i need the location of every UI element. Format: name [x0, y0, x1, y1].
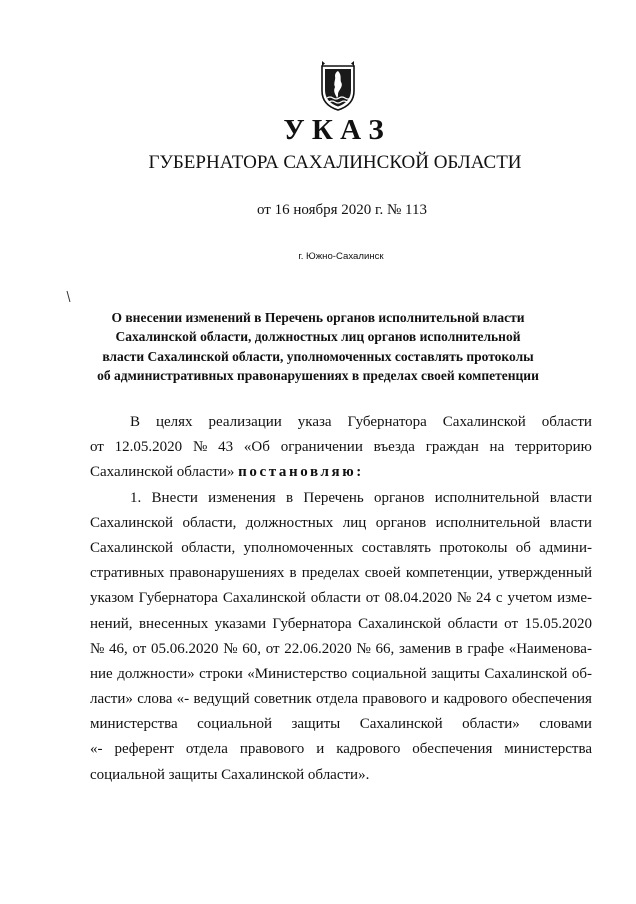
- word: изменения: [208, 489, 276, 506]
- word: социальной: [197, 716, 273, 733]
- word: реализации: [208, 414, 282, 430]
- word: должностных: [245, 514, 334, 531]
- word: социальной: [351, 665, 427, 682]
- word: Сахалинской: [90, 539, 174, 556]
- word: от: [90, 439, 104, 456]
- word: №: [90, 640, 105, 657]
- body-line: [90, 486, 592, 511]
- word: власти: [549, 514, 592, 531]
- word: составлять: [361, 539, 432, 556]
- word: Губернатора: [272, 615, 352, 632]
- decree-title: [0, 308, 636, 386]
- word: пределах: [301, 565, 360, 582]
- word: граждан: [425, 439, 479, 456]
- word: №: [456, 590, 472, 607]
- decree-body: [90, 410, 592, 788]
- word: «-: [176, 691, 190, 708]
- word: области: [447, 615, 498, 632]
- word: внесенных: [138, 615, 209, 632]
- word: на: [489, 439, 505, 456]
- word: Перечень: [303, 489, 364, 506]
- issuer-title: ГУБЕРНАТОРА САХАЛИНСКОЙ ОБЛАСТИ: [148, 152, 522, 173]
- word: стративных: [90, 565, 165, 582]
- word: «-: [90, 741, 103, 758]
- word: отдела: [315, 691, 359, 708]
- word: от: [504, 615, 519, 632]
- word: области: [310, 590, 361, 607]
- decree-title-line: Сахалинской области, должностных лиц органов исполнительной: [115, 329, 521, 345]
- word: Сахалинской: [442, 414, 526, 430]
- word: строки: [199, 665, 243, 682]
- body-line: социальной защиты Сахалинской области».: [90, 766, 370, 783]
- word: №: [192, 439, 208, 456]
- word: области: [541, 414, 592, 430]
- word: слова: [137, 691, 173, 708]
- word: указа: [297, 414, 332, 430]
- word: министерства: [90, 716, 178, 733]
- word: словами: [539, 716, 592, 733]
- body-line: [90, 511, 592, 536]
- word: с: [495, 590, 503, 607]
- word: Сахалинской: [222, 590, 306, 607]
- word: области»: [462, 716, 520, 733]
- word: указом: [90, 590, 134, 607]
- word: 1.: [130, 489, 142, 506]
- word: 46,: [109, 640, 128, 657]
- body-text-fragment: Сахалинской области»: [90, 464, 235, 481]
- word: ласти»: [90, 691, 133, 708]
- word: референт: [114, 741, 174, 758]
- word: «Министерство: [247, 665, 348, 682]
- word: области,: [181, 539, 236, 556]
- word: учетом: [507, 590, 553, 607]
- body-line: [90, 586, 592, 611]
- word: 43: [218, 439, 234, 456]
- word: 66,: [375, 640, 395, 657]
- word: «Наименова-: [508, 640, 592, 657]
- word: «Об: [243, 439, 270, 456]
- word: Сахалинской: [90, 514, 174, 531]
- body-line: [90, 435, 592, 460]
- word: от: [132, 640, 147, 657]
- word: обеспечения: [412, 741, 493, 758]
- word: 08.04.2020: [384, 590, 452, 607]
- word: власти: [549, 489, 592, 506]
- word: Внести: [151, 489, 198, 506]
- word: органов: [374, 489, 425, 506]
- city-name: г. Южно-Сахалинск: [298, 251, 384, 262]
- word: лиц: [342, 514, 367, 531]
- word: министерства: [504, 741, 592, 758]
- word: протоколы: [439, 539, 508, 556]
- word: от: [265, 640, 280, 657]
- word: исполнительной: [434, 489, 540, 506]
- body-line: [90, 737, 592, 762]
- body-line: [90, 712, 592, 737]
- word: правонарушениях: [169, 565, 285, 582]
- word: 24: [476, 590, 492, 607]
- decree-title-line: О внесении изменений в Перечень органов исполнительной власти: [111, 310, 525, 325]
- word: территорию: [515, 439, 592, 456]
- word: области,: [182, 514, 237, 531]
- word: 22.06.2020: [284, 640, 352, 657]
- word: Сахалинской: [484, 665, 568, 682]
- date-number: от 16 ноября 2020 г. № 113: [257, 202, 427, 218]
- word: въезда: [373, 439, 415, 456]
- word: №: [356, 640, 371, 657]
- word: защиты: [431, 665, 480, 682]
- word: кадрового: [443, 691, 508, 708]
- body-line: [90, 687, 592, 712]
- word: и: [316, 741, 325, 758]
- word: целях: [155, 414, 193, 430]
- word: указами: [214, 615, 266, 632]
- decree-title-line: об административных правонарушениях в пределах своей компетенции: [97, 368, 539, 384]
- word: отдела: [185, 741, 228, 758]
- document-type-title: У К А З: [283, 114, 384, 146]
- word: правового: [362, 691, 427, 708]
- word: №: [223, 640, 238, 657]
- word: 05.06.2020: [151, 640, 219, 657]
- word: нений,: [90, 615, 133, 632]
- body-line: [90, 561, 592, 586]
- word: утвержденный: [497, 565, 592, 582]
- word: от: [365, 590, 380, 607]
- scan-mark: [64, 290, 74, 304]
- word: В: [130, 414, 141, 430]
- word: советник: [253, 691, 312, 708]
- body-line: [90, 536, 592, 561]
- word: своей: [364, 565, 401, 582]
- decree-resolution-word: постановляю:: [238, 464, 364, 481]
- word: 15.05.2020: [524, 615, 592, 632]
- word: кадрового: [336, 741, 401, 758]
- word: обеспечения: [511, 691, 592, 708]
- coat-of-arms-icon: [318, 60, 358, 112]
- word: заменив: [398, 640, 451, 657]
- word: об-: [571, 665, 592, 682]
- word: Сахалинской: [358, 615, 442, 632]
- word: 60,: [242, 640, 261, 657]
- word: изме-: [557, 590, 592, 607]
- word: админи-: [539, 539, 592, 556]
- word: компетенции,: [405, 565, 493, 582]
- word: ограничении: [280, 439, 363, 456]
- word: Губернатора: [347, 414, 427, 430]
- word: в: [455, 640, 463, 657]
- word: в: [289, 565, 297, 582]
- word: должности»: [117, 665, 195, 682]
- word: Сахалинской: [359, 716, 443, 733]
- word: ние: [90, 665, 113, 682]
- word: защиты: [291, 716, 341, 733]
- word: 12.05.2020: [114, 439, 183, 456]
- body-line: [90, 460, 592, 485]
- word: уполномоченных: [243, 539, 354, 556]
- decree-title-line: власти Сахалинской области, уполномоченных составлять протоколы: [102, 348, 534, 364]
- word: правового: [239, 741, 305, 758]
- word: Губернатора: [138, 590, 218, 607]
- word: ведущий: [193, 691, 250, 708]
- body-line: [90, 637, 592, 662]
- body-line: [90, 662, 592, 687]
- word: в: [285, 489, 294, 506]
- body-line: [90, 410, 592, 435]
- word: исполнительной: [435, 514, 541, 531]
- word: органов: [375, 514, 427, 531]
- word: и: [431, 691, 440, 708]
- word: графе: [467, 640, 504, 657]
- word: об: [515, 539, 531, 556]
- body-line: [90, 612, 592, 637]
